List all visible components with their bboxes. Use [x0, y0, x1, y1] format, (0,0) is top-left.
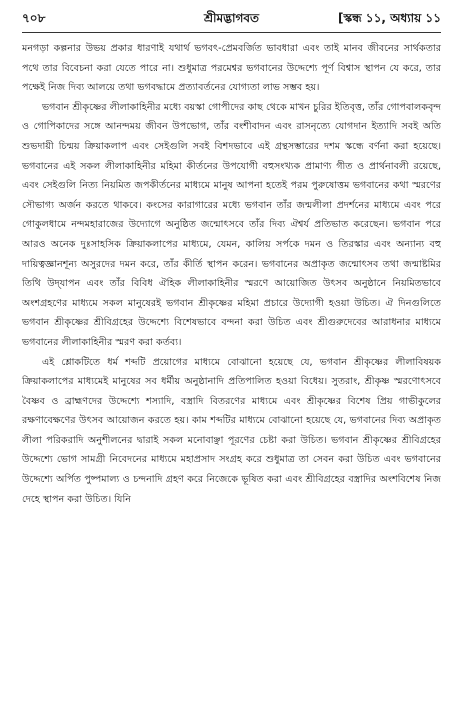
paragraph: ভগবান শ্রীকৃষ্ণের লীলাকাহিনীর মধ্যে বয়স্কা গোপীদের কাছ থেকে মাখন চুরির ইতিবৃত্ত, তাঁর গোপবালকবৃন্দ ও গোপিকাদের সঙ্গে আনন্দময় জীবন উপভোগ, তাঁর বংশীবাদন এবং রাসনৃত্যে যোগদান ইত্যাদি সবই অতি শুভদায়ী চিন্ময় ক্রিয়াকলাপ এবং সেইগুলি সবই বিশদভাবে এই গ্রন্থসম্ভারের দশম স্কন্ধে বর্ণনা করা হয়েছে। ভগবানের এই সকল লীলাকাহিনীর মহিমা কীর্তনের উপযোগী বহুসংখ্যক প্রামাণ্য গীত ও প্রার্থনাবলী রয়েছে, এবং সেইগুলি নিত্য নিয়মিত জপকীর্তনের মাধ্যমে মানুষ আপনা হতেই পরম পুরুষোত্তম ভগবানের কথা স্মরণের সৌভাগ্য অর্জন করতে থাকবে। কংসের কারাগারের মধ্যে ভগবান তাঁর জন্মলীলা প্রদর্শনের মাধ্যমে এবং পরে গোকুলধামে নন্দমহারাজের উদ্যোগে অনুষ্ঠিত জন্মোৎসবে তাঁর দিব্য ঐশ্বর্য প্রতিভাত করেছেন। ভগবান পরে আরও অনেক দুঃসাহসিক ক্রিয়াকলাপের মাধ্যমে, যেমন, কালিয় সর্পকে দমন ও তিরস্কার এবং অন্যান্য বহু দায়িত্বজ্ঞানশূন্য অসুরদের দমন করে, তাঁর কীর্তি স্থাপন করেন। ভগবানের অপ্রাকৃত জন্মোৎসব তথা জন্মাষ্টমির তিথি উদ্‌যাপন এবং তাঁর বিবিধ ঐহিক লীলাকাহিনীর স্মরণে আয়োজিত উৎসব অনুষ্ঠানে নিয়মিতভাবে অংশগ্রহণের মাধ্যমে সকল মানুষেরই ভগবান শ্রীকৃষ্ণের মহিমা প্রচারে উদ্যোগী হওয়া উচিত। ঐ দিনগুলিতে ভগবান শ্রীকৃষ্ণের শ্রীবিগ্রহের উদ্দেশ্যে বিশেষভাবে বন্দনা করা উচিত এবং শ্রীগুরুদেবের আরাধনার মাধ্যমে ভগবানের লীলাকাহিনীর স্মরণ করা কর্তব্য। [22, 101, 441, 348]
section-reference: [স্কন্ধ ১১, অধ্যায় ১১ [337, 11, 441, 25]
paragraph: মনগড়া কল্পনার উভয় প্রকার ধারণাই যথার্থ ভগবৎ-প্রেমবর্জিত ভাবধারা এবং তাই মানব জীবনের সার্থকতার পথে তার বিবেচনা করা যেতে পারে না। শুধুমাত্র পরমেশ্বর ভগবানের উদ্দেশ্যে পূর্ণ বিশ্বাস স্থাপন যে করে, তার পক্ষেই নিজ দিব্য আলয়ে তথা ভগবদ্ধামে প্রত্যাবর্তনের যোগ্যতা লাভ সম্ভব হয়। [22, 43, 441, 94]
header-divider [22, 32, 441, 33]
book-title: শ্রীমদ্ভাগবত [203, 11, 260, 25]
page-header [22, 10, 441, 30]
page-body [22, 39, 441, 509]
page-number: ৭০৮ [22, 11, 46, 25]
paragraph: এই শ্লোকটিতে ধর্ম শব্দটি প্রয়োগের মাধ্যমে বোঝানো হয়েছে যে, ভগবান শ্রীকৃষ্ণের লীলাবিষয়ক ক্রিয়াকলাপের মাধ্যমেই মানুষের সব ধর্মীয় অনুষ্ঠানাদি প্রতিপালিত হওয়া বিধেয়। সুতরাং, শ্রীকৃষ্ণ স্মরণোৎসবে বৈষ্ণব ও ব্রাহ্মণদের উদ্দেশ্যে শস্যাদি, বস্ত্রাদি বিতরণের মাধ্যমে এবং শ্রীকৃষ্ণের বিশেষ প্রিয় গাভীকুলের রক্ষণাবেক্ষণের উৎসব আয়োজন করতে হয়। কাম শব্দটির মাধ্যমে বোঝানো হয়েছে যে, ভগবানের দিব্য অপ্রাকৃত লীলা পরিকরাদি অনুশীলনের দ্বারাই সকল মনোবাঞ্ছা পূরণের চেষ্টা করা উচিত। ভগবান শ্রীকৃষ্ণের শ্রীবিগ্রহের উদ্দেশ্যে ভোগ সামগ্রী নিবেদনের মাধ্যমে মহাপ্রসাদ সংগ্রহ করে শুধুমাত্র তা সেবন করা উচিত এবং ভগবানের উদ্দেশ্যে অর্পিত পুষ্পমাল্য ও চন্দনাদি গ্রহণ করে নিজেকে ভূষিত করা এবং শ্রীবিগ্রহের বস্ত্রাদির অংশবিশেষ নিজ দেহে স্থাপন করা উচিত। যিনি [22, 356, 441, 505]
